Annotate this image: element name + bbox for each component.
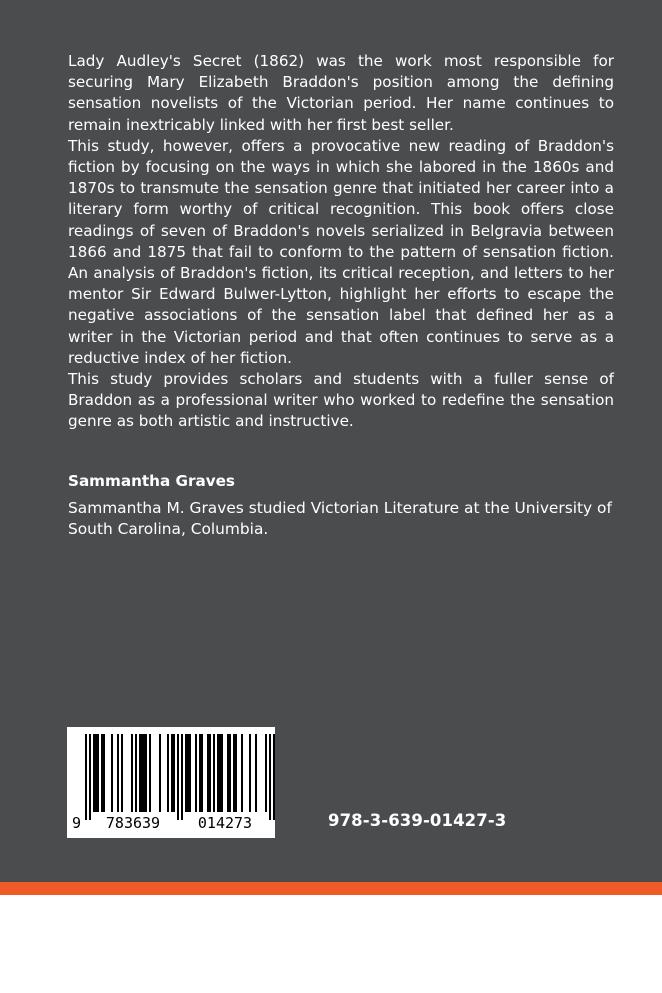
barcode-bar	[185, 734, 191, 812]
barcode-bar	[265, 734, 267, 812]
barcode-bar	[227, 734, 231, 812]
author-bio: Sammantha M. Graves studied Victorian Literature at the University of South Carolina, Columbia.	[68, 499, 612, 539]
barcode-bar	[199, 734, 203, 812]
blurb-paragraph-3: This study provides scholars and students with a fuller sense of Braddon as a professional writer who worked to redefine the sensation genre as both artistic and instructive.	[68, 370, 614, 431]
barcode-bar	[207, 734, 211, 812]
barcode-bar	[241, 734, 243, 812]
barcode-guard-bar	[181, 734, 183, 820]
author-name: Sammantha Graves	[68, 472, 235, 490]
barcode-bar	[213, 734, 215, 812]
barcode-bar	[131, 734, 133, 812]
barcode-digits-right: 014273	[197, 814, 253, 832]
barcode-bar	[139, 734, 147, 812]
barcode-bar	[195, 734, 197, 812]
barcode-graphic	[67, 727, 275, 838]
blurb-paragraph-2: This study, however, offers a provocative new reading of Braddon's fiction by focusing on the ways in which she labored in the 1860s and 1870s to transmute the sensation genre that initiated her career into a literary form worthy of critical recognition. This book offers close readings of seven of Braddon's novels serialized in Belgravia between 1866 and 1875 that fail to conform to the pattern of sensation fiction. An analysis of Braddon's fiction, its critical reception, and letters to her mentor Sir Edward Bulwer-Lytton, highlight her efforts to escape the negative associations of the sensation label that defined her as a writer in the Victorian period and that often continues to serve as a reductive index of her fiction.	[68, 136, 614, 367]
barcode-bar	[217, 734, 223, 812]
barcode-guard-bar	[273, 734, 275, 820]
barcode-bar	[249, 734, 251, 812]
barcode-bar	[93, 734, 99, 812]
isbn-number: 978-3-639-01427-3	[328, 811, 507, 830]
barcode-bar	[255, 734, 257, 812]
barcode-bar	[167, 734, 169, 812]
accent-bar	[0, 882, 662, 895]
barcode-guard-bar	[269, 734, 271, 820]
barcode-bar	[121, 734, 123, 812]
book-blurb	[68, 51, 614, 433]
barcode-bar	[233, 734, 237, 812]
barcode-guard-bar	[89, 734, 91, 820]
barcode-bar	[135, 734, 137, 812]
barcode-bar	[111, 734, 113, 812]
barcode-digit-prefix: 9	[72, 814, 82, 832]
barcode-guard-bar	[85, 734, 87, 820]
blurb-paragraph-1: Lady Audley's Secret (1862) was the work most responsible for securing Mary Elizabeth Braddon's position among the defining sensation novelists of the Victorian period. Her name continues to remain inextricably linked with her first best seller.	[68, 52, 614, 134]
barcode-bar	[171, 734, 175, 812]
barcode	[67, 727, 275, 838]
barcode-bar	[117, 734, 119, 812]
barcode-bar	[101, 734, 105, 812]
barcode-bar	[159, 734, 161, 812]
barcode-bar	[149, 734, 151, 812]
barcode-digits-left: 783639	[105, 814, 161, 832]
barcode-guard-bar	[177, 734, 179, 820]
